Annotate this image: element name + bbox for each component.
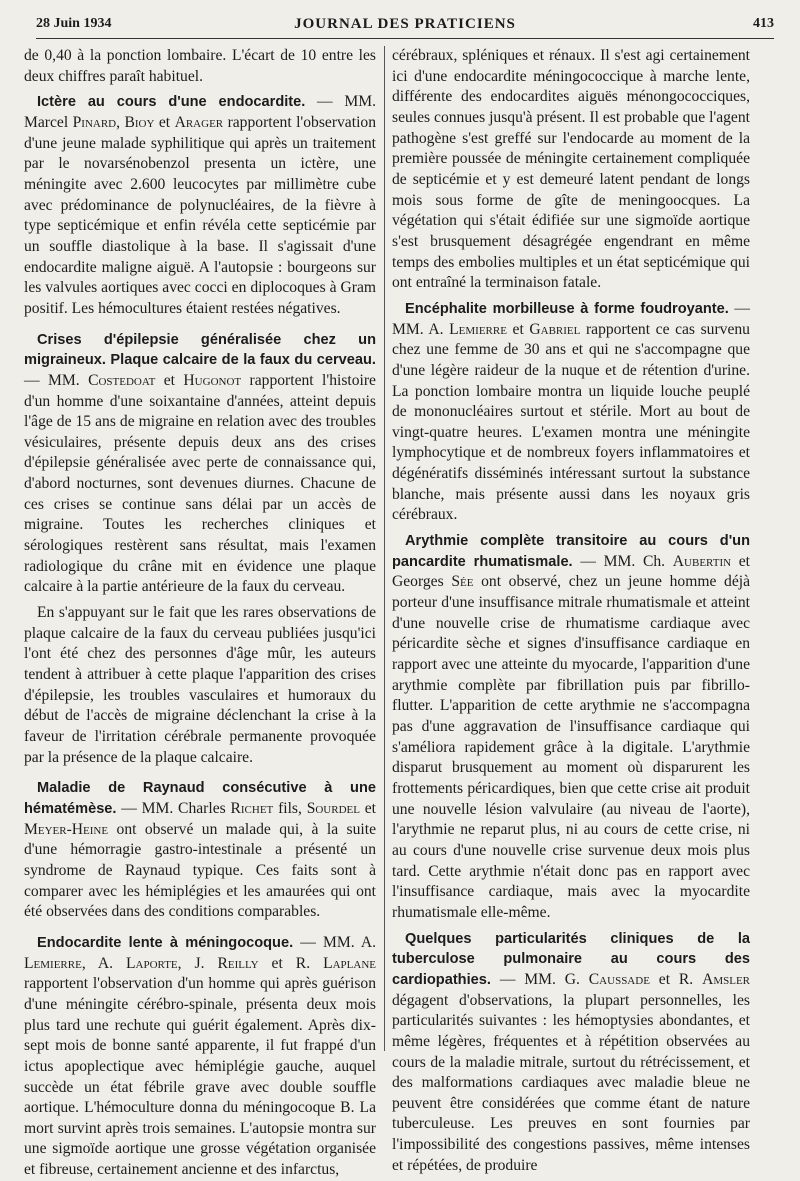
author-name: Gabriel (529, 320, 581, 338)
article-heading: Ictère au cours d'une endocardite. (37, 94, 306, 111)
article-body: rapportent ce cas survenu chez une femme de 30 ans et qui ne s'accompagne que d'une légère raideur de la nuque et de rétention d'urine. La ponction lombaire montra un liquide louche peuplé de mononucléaires surtout et stérile. Mort au bout de vingt-quatre heures. L'examen montra une méningite lymphocytique et de nombreux foyers inflammatoires et dégénératifs disséminés intéressant surtout la substance blanche, mais présente aussi dans les noyaux gris cérébraux. (392, 320, 750, 524)
author-name: Sée (451, 573, 474, 591)
author-name: Meyer-Heine (24, 820, 109, 838)
article-heading: Crises d'épilepsie généralisée chez un migraineux. Plaque calcaire de la faux du cerveau. (24, 331, 376, 369)
article-body: rapportent l'observation d'une jeune malade syphilitique qui après un traitement par le novarsénobenzol presenta un ictère, une méningite avec 2.600 leucocytes par millimètre cube avec prédominance de polynucléaires, de la fièvre à type septicémique et enfin révéla cette septicémie par un souffle diastolique à la base. Il s'agissait d'une endocardite maligne aiguë. A l'autopsie : bourgeons sur les valvules aortiques avec cocci en diplocoques à Gram positif. Les hémocultures étaient restées négatives. (24, 113, 376, 317)
article-heading: Arythmie complète transitoire au cours d'un pancardite rhumatismale. (392, 533, 750, 570)
article-heading: Endocardite lente à méningocoque. (37, 934, 294, 951)
author-name: Sourdel (306, 799, 360, 817)
article-body: ont observé un malade qui, à la suite d'une hémorragie gastro-intestinale a présenté un syndrome de Raynaud typique. Ces faits sont à comparer avec les hémiplégies et les amaurées qui ont été observées dans des conditions comparables. (24, 820, 376, 921)
continued-paragraph: cérébraux, spléniques et rénaux. Il s'est agi certainement ici d'une endocardite méningococcique à marche lente, différente des endocardites aiguës ménongococciques, seules connues jusqu'à présent. Il est probable que l'agent pathogène s'est greffé sur l'endocarde au moment de la première poussée de méningite certainement compliquée de septicémie et y est demeuré latent pendant de longs mois sous forme de gîte de meningoocques. La végétation qui s'était édifiée sur une sigmoïde aortique s'est brusquement désagrégée engendrant en même temps des embolies multiples et un état septicémique qui ont entraîné la terminaison fatale. (392, 47, 750, 292)
running-header (36, 16, 774, 39)
author-name: Lemierre (24, 954, 82, 972)
article-heading: Encéphalite morbilleuse à forme foudroyante. (405, 300, 729, 317)
author-name: Pinard (72, 113, 117, 131)
author-name: Richet (230, 799, 274, 817)
article-tuberculosis: Quelques particularités cliniques de la tuberculose pulmonaire au cours des cardiopathies. — MM. G. Caussade et R. Amsler dégagent d'observations, la plupart personnelles, les particularités suivantes : les hémoptysies abondantes, et même légères, fréquentes et à répétition observées au cours de la maladie mitrale, surtout du rétrécissement, et des malformations cardiaques avec maladie bleue ne peuvent être considérées que comme étant de nature tuberculeuse. Les preuves en sont fournies par l'impossibilité des congestions passives, même intenses et répétées, de produire (392, 930, 750, 1174)
intro-paragraph: de 0,40 à la ponction lombaire. L'écart de 10 entre les deux chiffres paraît habituel. (24, 47, 376, 85)
article-encephalitis: Encéphalite morbilleuse à forme foudroyante. — MM. A. Lemierre et Gabriel rapportent ce cas survenu chez une femme de 30 ans et qui ne s'accompagne que d'une légère raideur de la nuque et de rétention d'urine. La ponction lombaire montra un liquide louche peuplé de mononucléaires surtout et stérile. Mort au bout de vingt-quatre heures. L'examen montra une méningite lymphocytique et de nombreux foyers inflammatoires et dégénératifs disséminés intéressant surtout la substance blanche, mais présente aussi dans les noyaux gris cérébraux. (392, 299, 750, 524)
author-name: Laporte (125, 954, 178, 972)
article-body: ont observé, chez un jeune homme déjà porteur d'une insuffisance mitrale rhumatismale et atteint d'une nouvelle crise de rhumatisme cardiaque avec péricardite sèche et signes d'insuffisance cardiaque en rapport avec une atteinte du myocarde, l'apparition d'une arythmie complète par fibrillation puis par fibrillo-flutter. L'apparition de cette arythmie ne s'accompagna pas d'une aggravation de l'insuffisance cardiaque qui s'améliora rapidement grâce à la digitale. L'arythmie disparut brusquement au moment où disparurent les frottements péricardiques, bien que cette crise ait produit une nouvelle lésion valvulaire (au niveau de l'aorte), l'arythmie ne reparut plus, ni au cours de cette crise, ni au cours d'une nouvelle crise survenue deux mois plus tard. Cette arythmie n'était donc pas en rapport avec l'insuffisance cardiaque, mais avec la myocardite rhumatismale elle-même. (392, 573, 750, 921)
author-name: Caussade (588, 970, 650, 988)
author-name: Bioy (124, 113, 155, 131)
article-endocarditis: Endocardite lente à méningocoque. — MM. A. Lemierre, A. Laporte, J. Reilly et R. Laplane rapportent l'observation d'un homme qui après guérison d'une méningite cérébro-spinale, présenta deux mois plus tard une rechute qui guérit également. Après dix-sept mois de bonne santé apparente, il fut frappé d'un ictus apoplectique avec hémiplégie gauche, auquel succède un état fébrile grave avec double souffle aortique. L'hémoculture donna du méningocoque B. La mort survint après trois semaines. L'autopsie montra sur une sigmoïde aortique une grosse végétation organisée et fibreuse, certainement ancienne et des infarctus, (24, 933, 377, 1179)
article-heading: Maladie de Raynaud consécutive à une hématémèse. (24, 780, 376, 817)
left-column (24, 46, 377, 1179)
author-name: Costedoat (88, 371, 156, 389)
article-body: rapportent l'histoire d'un homme d'une soixantaine d'années, atteint depuis l'âge de 15 ans de migraine en relation avec des troubles vésiculaires, présente depuis deux ans des crises d'épilepsie généralisée avec perte de connaissance qui, d'abord nocturnes, sont devenues diurnes. Chacune de ces crises se continue sans délai par un accès de migraine. Toutes les recherches cliniques et sérologiques restèrent sans résultat, mais l'examen radiologique du crâne mit en évidence une plaque calcaire à la partie antérieure de la faux du cerveau. (24, 371, 376, 596)
article-epilepsy-paragraph-2: En s'appuyant sur le fait que les rares observations de plaque calcaire de la faux du cerveau publiées jusqu'ici l'ont été chez des personnes d'âge mûr, les auteurs tendent à attribuer à cette plaque l'apparition des crises d'épilepsie, les troubles vasculaires et humoraux du début de l'accès de migraine déclenchant la crise à la faveur de l'irritation cérébrale permanente provoquée par la présence de la plaque calcaire. (24, 604, 376, 766)
author-name: Aubertin (672, 552, 732, 570)
author-name: Arager (174, 113, 224, 131)
author-name: Amsler (702, 970, 750, 988)
column-divider (384, 46, 385, 1051)
journal-title: JOURNAL DES PRATICIENS (294, 16, 516, 32)
author-name: Laplane (323, 954, 376, 972)
article-icterus: Ictère au cours d'une endocardite. — MM. Marcel Pinard, Bioy et Arager rapportent l'observation d'une jeune malade syphilitique qui après un traitement par le novarsénobenzol presenta un ictère, une méningite avec 2.600 leucocytes par millimètre cube avec prédominance de polynucléaires, de la fièvre à type septicémique et enfin révéla cette septicémie par un souffle diastolique à la base. Il s'agissait d'une endocardite maligne aiguë. A l'autopsie : bourgeons sur les valvules aortiques avec cocci en diplocoques à Gram positif. Les hémocultures étaient restées négatives. (24, 93, 376, 317)
article-body: rapportent l'observation d'un homme qui après guérison d'une méningite cérébro-spinale, présenta deux mois plus tard une rechute qui guérit également. Après dix-sept mois de bonne santé apparente, il fut frappé d'un ictus apoplectique avec hémiplégie gauche, auquel succède un état fébrile grave avec double souffle aortique. L'hémoculture donna du méningocoque B. La mort survint après trois semaines. L'autopsie montra sur une sigmoïde aortique une grosse végétation organisée et fibreuse, certainement ancienne et des infarctus, (24, 975, 376, 1179)
article-arrhythmia: Arythmie complète transitoire au cours d'un pancardite rhumatismale. — MM. Ch. Aubertin et Georges Sée ont observé, chez un jeune homme déjà porteur d'une insuffisance mitrale rhumatismale et atteint d'une nouvelle crise de rhumatisme cardiaque avec péricardite sèche et signes d'insuffisance cardiaque en rapport avec une atteinte du myocarde, l'apparition d'une arythmie complète par fibrillation puis par fibrillo-flutter. L'apparition de cette arythmie ne s'accompagna pas d'une aggravation de l'insuffisance cardiaque qui s'améliora rapidement grâce à la digitale. L'arythmie disparut brusquement au moment où disparurent les frottements péricardiques, bien que cette crise ait produit une nouvelle lésion valvulaire (au niveau de l'aorte), l'arythmie ne reparut plus, ni au cours de cette crise, ni au cours d'une nouvelle crise survenue deux mois plus tard. Cette arythmie n'était donc pas en rapport avec l'insuffisance cardiaque, mais avec la myocardite rhumatismale elle-même. (392, 533, 751, 921)
article-epilepsy: Crises d'épilepsie généralisée chez un migraineux. Plaque calcaire de la faux du cerveau. — MM. Costedoat et Hugonot rapportent l'histoire d'un homme d'une soixantaine d'années, atteint depuis l'âge de 15 ans de migraine en relation avec des troubles vésiculaires, présente depuis deux ans des crises d'épilepsie généralisée avec perte de connaissance qui, d'abord nocturnes, sont devenues diurnes. Chacune de ces crises se continue sans délai par un accès de migraine. Toutes les recherches cliniques et sérologiques restèrent sans résultat, mais l'examen radiologique du crâne mit en évidence une plaque calcaire à la partie antérieure de la faux du cerveau. (24, 331, 376, 596)
author-name: Reilly (217, 954, 259, 972)
article-body: dégagent d'observations, la plupart personnelles, les particularités suivantes : les hémoptysies abondantes, et même légères, fréquentes et à répétition observées au cours de la maladie mitrale, surtout du rétrécissement, et des malformations cardiaques avec maladie bleue ne peuvent être considérées que comme étant de nature tuberculeuse. Les preuves en sont fournies par l'impossibilité des congestions passives, même intenses et répétées, de produire (392, 991, 750, 1174)
article-raynaud: Maladie de Raynaud consécutive à une hématémèse. — MM. Charles Richet fils, Sourdel et Meyer-Heine ont observé un malade qui, à la suite d'une hémorragie gastro-intestinale a présenté un syndrome de Raynaud typique. Ces faits sont à comparer avec les hémiplégies et les amaurées qui ont été observées dans des conditions comparables. (24, 780, 377, 921)
article-heading: Quelques particularités cliniques de la tuberculose pulmonaire au cours des cardiopathies. (392, 930, 750, 988)
right-column (392, 46, 751, 1174)
author-name: Hugonot (183, 371, 242, 389)
author-name: Lemierre (449, 320, 507, 338)
page-number: 413 (753, 16, 774, 31)
header-date: 28 Juin 1934 (36, 16, 112, 31)
